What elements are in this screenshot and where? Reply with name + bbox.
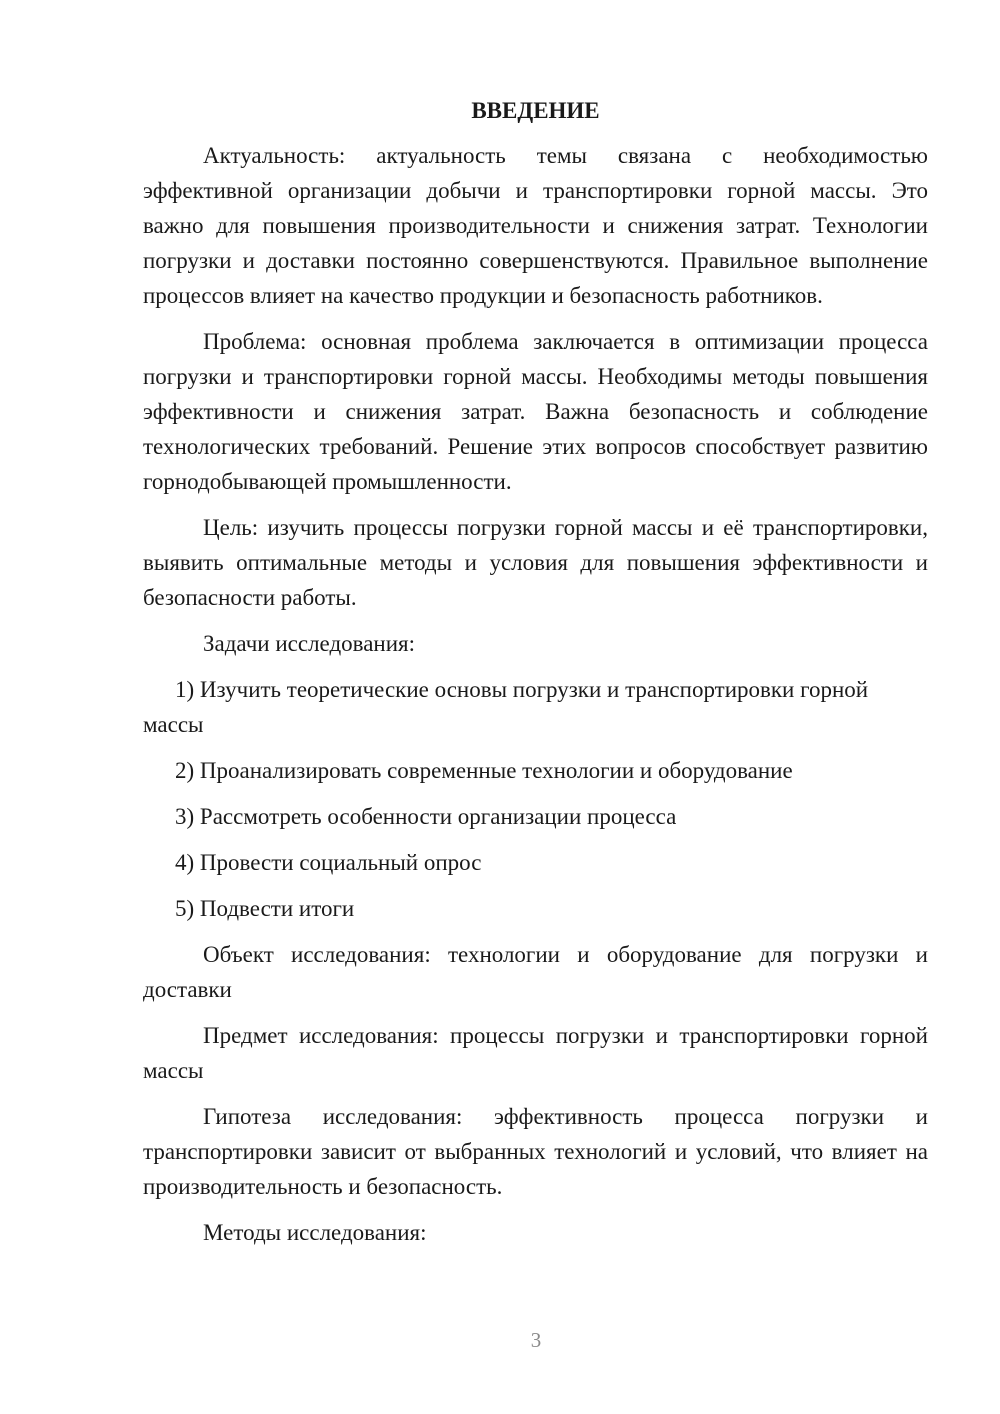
paragraph-goal: Цель: изучить процессы погрузки горной массы и её транспортировки, выявить оптимальные методы и условия для повышения эффективности и безопасности работы. [143,515,928,610]
paragraph-hypothesis: Гипотеза исследования: эффективность процесса погрузки и транспортировки зависит от выбранных технологий и условий, что влияет на производительность и безопасность. [143,1104,928,1199]
paragraph-object: Объект исследования: технологии и оборудование для погрузки и доставки [143,942,928,1002]
tasks-heading: Задачи исследования: [203,631,416,656]
paragraph-subject: Предмет исследования: процессы погрузки и транспортировки горной массы [143,1023,928,1083]
task-item-4: 4) Провести социальный опрос [175,850,482,875]
paragraph-relevance: Актуальность: актуальность темы связана с необходимостью эффективной организации добычи и транспортировки горной массы. Это важно для повышения производительности и снижения затрат. Технологии погрузки и доставки постоянно совершенствуются. Правильное выполнение процессов влияет на качество продукции и безопасность работников. [143,143,928,308]
task-item-5: 5) Подвести итоги [175,896,355,921]
document-page [143,96,928,1261]
paragraph-problem: Проблема: основная проблема заключается в оптимизации процесса погрузки и транспортировки горной массы. Необходимы методы повышения эффективности и снижения затрат. Важна безопасность и соблюдение технологических требований. Решение этих вопросов способствует развитию горнодобывающей промышленности. [143,329,928,494]
task-item-2: 2) Проанализировать современные технологии и оборудование [175,758,793,783]
task-item-1: 1) Изучить теоретические основы погрузки и транспортировки горной массы [143,677,869,737]
task-item-3: 3) Рассмотреть особенности организации процесса [175,804,677,829]
page-title: ВВЕДЕНИЕ [471,98,600,123]
methods-heading: Методы исследования: [203,1220,427,1245]
page-number: 3 [530,1328,542,1352]
